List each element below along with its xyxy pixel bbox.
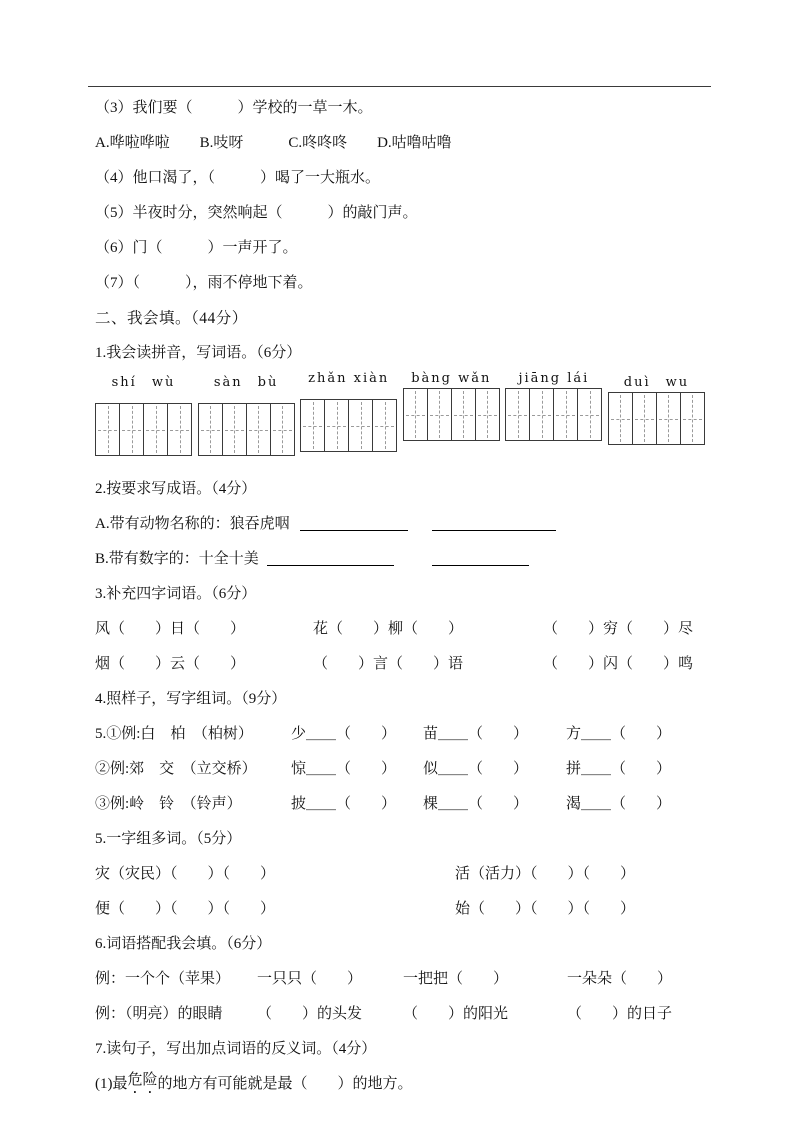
multi-word-cell: 始（ ）（ ）（ ） bbox=[455, 901, 636, 917]
tian-cell bbox=[96, 404, 120, 455]
q1-title: 1.我会读拼音，写词语。（6分） bbox=[95, 345, 302, 361]
tian-cell bbox=[247, 404, 271, 455]
tian-cell bbox=[301, 400, 325, 451]
collocation-cell: （ ）的阳光 bbox=[403, 1006, 509, 1022]
answer-blank bbox=[300, 514, 408, 532]
word-build-cell: 拼＿＿（ ） bbox=[566, 761, 672, 777]
tian-cell bbox=[530, 389, 554, 440]
sentence-prefix: (1)最 bbox=[95, 1076, 128, 1092]
pinyin-word-group bbox=[608, 371, 705, 445]
q3-row bbox=[95, 645, 705, 680]
pinyin-label: sàn bù bbox=[213, 375, 279, 390]
question-7-line: （7）（ ），雨不停地下着。 bbox=[95, 275, 313, 291]
q4-row bbox=[95, 785, 705, 820]
collocation-cell: 一把把（ ） bbox=[403, 971, 509, 987]
tian-cell bbox=[554, 389, 578, 440]
writing-grid bbox=[95, 403, 192, 456]
q2-title: 2.按要求写成语。（4分） bbox=[95, 481, 257, 497]
example-cell: ②例:郊 交 （立交桥） bbox=[95, 761, 257, 777]
q2-row-a-label: A.带有动物名称的：狼吞虎咽 bbox=[95, 516, 290, 532]
question-4-line: （4）他口渴了，（ ）喝了一大瓶水。 bbox=[95, 170, 381, 186]
pinyin-word-group bbox=[95, 371, 192, 456]
q4-row bbox=[95, 750, 705, 785]
question-3-line: （3）我们要（ ）学校的一草一木。 bbox=[95, 100, 373, 116]
section-two-heading: 二、我会填。（44分） bbox=[95, 309, 248, 327]
q2-row-b bbox=[95, 540, 705, 575]
tian-cell bbox=[199, 404, 223, 455]
tian-cell bbox=[144, 404, 168, 455]
question-6-line: （6）门（ ）一声开了。 bbox=[95, 240, 298, 256]
idiom-cell: （ ）穷（ ）尽 bbox=[543, 621, 694, 637]
q6-row bbox=[95, 995, 705, 1030]
word-build-cell: 似＿＿（ ） bbox=[423, 761, 529, 777]
tian-cell bbox=[633, 393, 657, 444]
pinyin-word-group bbox=[403, 371, 500, 441]
pinyin-word-group bbox=[300, 371, 397, 452]
example-cell: ③例:岭 铃 （铃声） bbox=[95, 796, 242, 812]
pinyin-label: shí wù bbox=[111, 375, 176, 390]
word-build-cell: 惊＿＿（ ） bbox=[291, 761, 397, 777]
collocation-cell: 例：（明亮）的眼睛 bbox=[95, 1006, 223, 1022]
idiom-cell: 花（ ）柳（ ） bbox=[313, 621, 464, 637]
q3-row bbox=[95, 610, 705, 645]
writing-grid bbox=[403, 388, 500, 441]
emphasized-word: 危险 bbox=[127, 1072, 158, 1088]
q4-title: 4.照样子，写字组词。（9分） bbox=[95, 691, 287, 707]
collocation-cell: 一只只（ ） bbox=[257, 971, 363, 987]
example-cell: 5.①例:白 柏 （柏树） bbox=[95, 726, 253, 742]
q5-row bbox=[95, 855, 705, 890]
writing-grid bbox=[608, 392, 705, 445]
multi-word-cell: 便（ ）（ ）（ ） bbox=[95, 901, 276, 917]
word-build-cell: 少＿＿（ ） bbox=[291, 726, 397, 742]
collocation-cell: （ ）的日子 bbox=[567, 1006, 673, 1022]
collocation-cell: 一朵朵（ ） bbox=[567, 971, 673, 987]
multi-word-cell: 灾（灾民）（ ）（ ） bbox=[95, 866, 276, 882]
pinyin-label: zhǎn xiàn bbox=[308, 371, 390, 386]
tian-cell bbox=[404, 389, 428, 440]
pinyin-word-group bbox=[198, 371, 295, 456]
idiom-cell: （ ）言（ ）语 bbox=[313, 656, 464, 672]
tian-cell bbox=[681, 393, 704, 444]
tian-cell bbox=[349, 400, 373, 451]
pinyin-label: bàng wǎn bbox=[411, 371, 492, 386]
word-build-cell: 披＿＿（ ） bbox=[291, 796, 397, 812]
tian-cell bbox=[168, 404, 191, 455]
pinyin-word-group bbox=[505, 371, 602, 441]
idiom-cell: （ ）闪（ ）鸣 bbox=[543, 656, 694, 672]
question-5-line: （5）半夜时分，突然响起（ ）的敲门声。 bbox=[95, 205, 418, 221]
q6-title: 6.词语搭配我会填。（6分） bbox=[95, 936, 272, 952]
writing-grid bbox=[198, 403, 295, 456]
answer-blank bbox=[432, 514, 556, 532]
tian-cell bbox=[325, 400, 349, 451]
q7-sentence bbox=[95, 1065, 705, 1100]
pinyin-writing-area bbox=[95, 371, 705, 456]
tian-cell bbox=[609, 393, 633, 444]
sentence-suffix: 的地方有可能就是最（ ）的地方。 bbox=[157, 1076, 413, 1092]
tian-cell bbox=[452, 389, 476, 440]
tian-cell bbox=[271, 404, 294, 455]
q4-row bbox=[95, 715, 705, 750]
word-build-cell: 棵＿＿（ ） bbox=[423, 796, 529, 812]
tian-cell bbox=[476, 389, 499, 440]
tian-cell bbox=[506, 389, 530, 440]
tian-cell bbox=[373, 400, 396, 451]
word-build-cell: 苗＿＿（ ） bbox=[423, 726, 529, 742]
options-line: A.哗啦哗啦 B.吱呀 C.咚咚咚 D.咕噜咕噜 bbox=[95, 135, 452, 151]
tian-cell bbox=[223, 404, 247, 455]
q2-row-a bbox=[95, 505, 705, 540]
tian-cell bbox=[120, 404, 144, 455]
collocation-cell: （ ）的头发 bbox=[257, 1006, 363, 1022]
q7-title: 7.读句子，写出加点词语的反义词。（4分） bbox=[95, 1041, 377, 1057]
pinyin-label: jiāng lái bbox=[518, 371, 590, 386]
q3-title: 3.补充四字词语。（6分） bbox=[95, 586, 257, 602]
idiom-cell: 烟（ ）云（ ） bbox=[95, 656, 246, 672]
writing-grid bbox=[300, 399, 397, 452]
q6-row bbox=[95, 960, 705, 995]
answer-blank bbox=[267, 549, 394, 567]
tian-cell bbox=[657, 393, 681, 444]
collocation-cell: 例：一个个（苹果） bbox=[95, 971, 231, 987]
pinyin-label: duì wu bbox=[623, 375, 690, 390]
top-rule bbox=[88, 86, 711, 87]
answer-blank bbox=[432, 549, 529, 567]
tian-cell bbox=[578, 389, 601, 440]
writing-grid bbox=[505, 388, 602, 441]
q5-title: 5.一字组多词。（5分） bbox=[95, 831, 242, 847]
word-build-cell: 方＿＿（ ） bbox=[566, 726, 672, 742]
tian-cell bbox=[428, 389, 452, 440]
q5-row bbox=[95, 890, 705, 925]
word-build-cell: 渴＿＿（ ） bbox=[566, 796, 672, 812]
q2-row-b-label: B.带有数字的：十全十美 bbox=[95, 551, 259, 567]
multi-word-cell: 活（活力）（ ）（ ） bbox=[455, 866, 636, 882]
idiom-cell: 风（ ）日（ ） bbox=[95, 621, 246, 637]
